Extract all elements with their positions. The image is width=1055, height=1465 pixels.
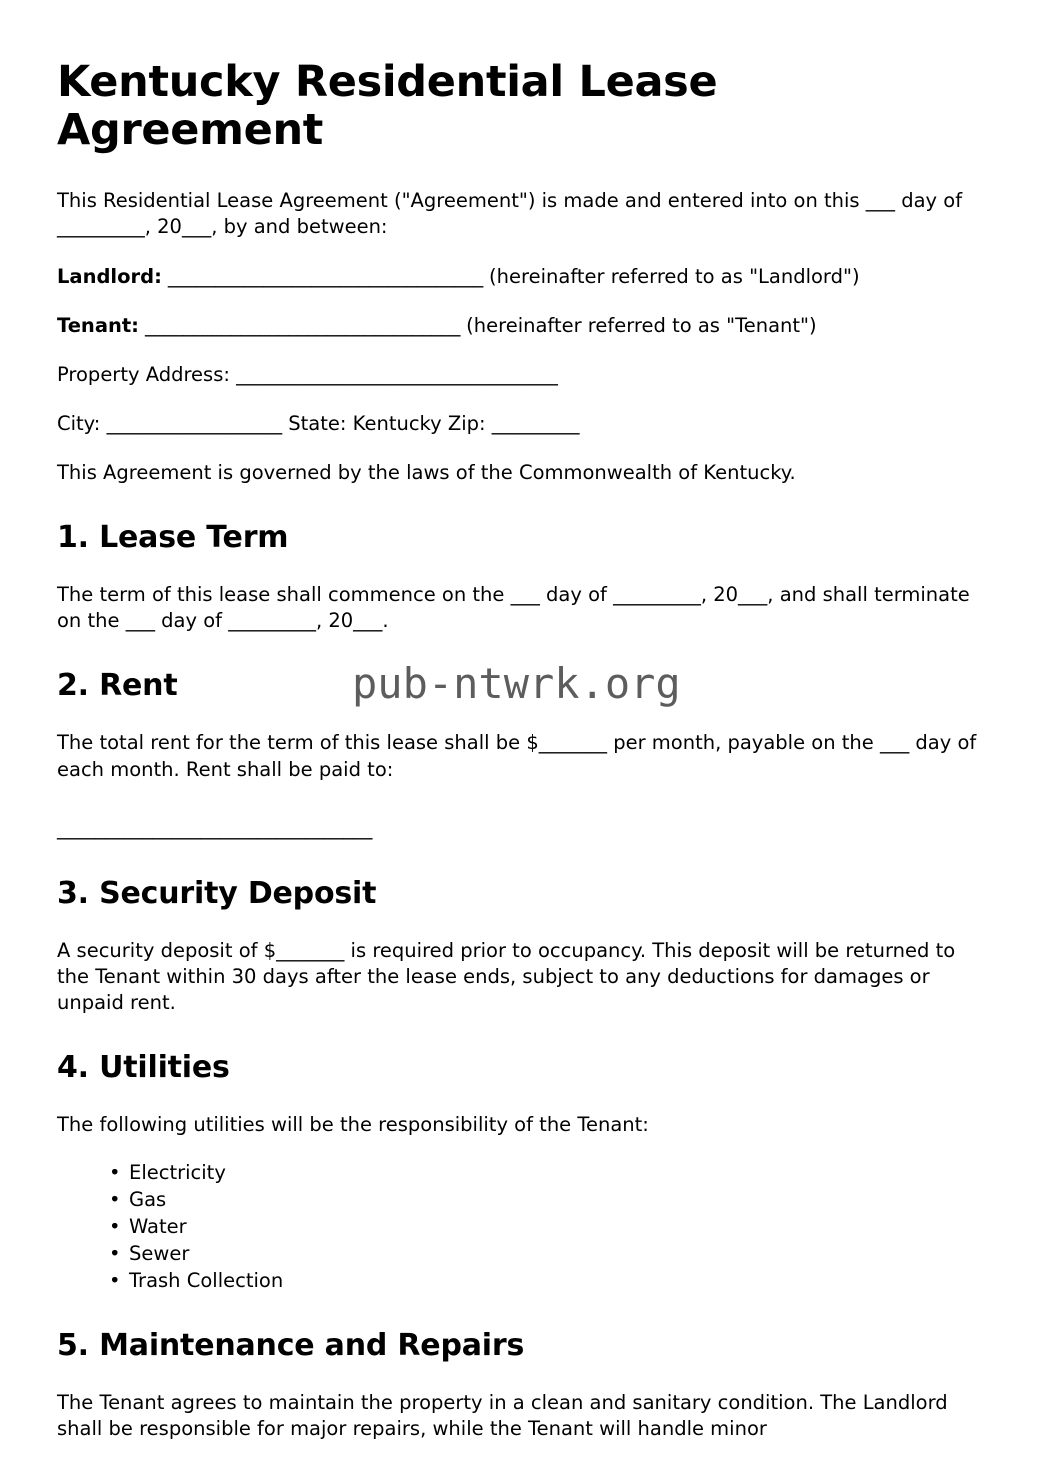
site-watermark: pub-ntwrk.org <box>352 659 681 708</box>
section-body-lease-term: The term of this lease shall commence on the ___ day of _________, 20___, and shall terminate on the ___ day of _________, 20___. <box>57 583 970 633</box>
landlord-blank: _________________________________ <box>161 264 490 288</box>
intro-paragraph: This Residential Lease Agreement ("Agreement") is made and entered into on this ___ day of _________, 20___, by and between: <box>57 189 963 239</box>
list-item: • Gas <box>109 1188 991 1213</box>
city-state-zip-line: City: __________________ State: Kentucky Zip: _________ <box>57 411 580 435</box>
tenant-suffix: (hereinafter referred to as "Tenant") <box>466 313 817 337</box>
property-address-line: Property Address: _________________________________ <box>57 362 558 386</box>
section-body-rent: The total rent for the term of this lease shall be $_______ per month, payable on the ___ day of each month. Rent shall be paid to: <box>57 731 977 781</box>
section-heading-rent: 2. Rent <box>57 668 178 704</box>
list-item: • Sewer <box>109 1242 991 1267</box>
landlord-line <box>57 264 991 290</box>
section-body-security-deposit: A security deposit of $_______ is required prior to occupancy. This deposit will be returned to the Tenant within 30 days after the lease ends, subject to any deductions for damages or unpaid rent. <box>57 938 956 1015</box>
section-heading-lease-term: 1. Lease Term <box>57 520 289 556</box>
page-title: Kentucky Residential Lease Agreement <box>57 57 718 156</box>
utilities-list <box>57 1161 991 1294</box>
section-heading-security-deposit: 3. Security Deposit <box>57 875 377 911</box>
landlord-suffix: (hereinafter referred to as "Landlord") <box>489 264 860 288</box>
tenant-label: Tenant: <box>57 313 139 337</box>
list-item: • Electricity <box>109 1161 991 1186</box>
list-item: • Water <box>109 1215 991 1240</box>
section-body-maintenance-and-repairs: The Tenant agrees to maintain the property in a clean and sanitary condition. The Landlord shall be responsible for major repairs, while the Tenant will handle minor <box>57 1391 948 1441</box>
landlord-label: Landlord: <box>57 264 162 288</box>
section-heading-maintenance-and-repairs: 5. Maintenance and Repairs <box>57 1328 525 1364</box>
document-content <box>57 58 991 1465</box>
rent-payee-blank-line: _________________________________ <box>57 816 373 840</box>
section-body-utilities: The following utilities will be the responsibility of the Tenant: <box>57 1113 649 1137</box>
governing-law-line: This Agreement is governed by the laws of the Commonwealth of Kentucky. <box>57 461 796 485</box>
section-heading-utilities: 4. Utilities <box>57 1050 230 1086</box>
tenant-blank: _________________________________ <box>138 313 467 337</box>
tenant-line <box>57 313 991 339</box>
list-item: • Trash Collection <box>109 1269 991 1294</box>
